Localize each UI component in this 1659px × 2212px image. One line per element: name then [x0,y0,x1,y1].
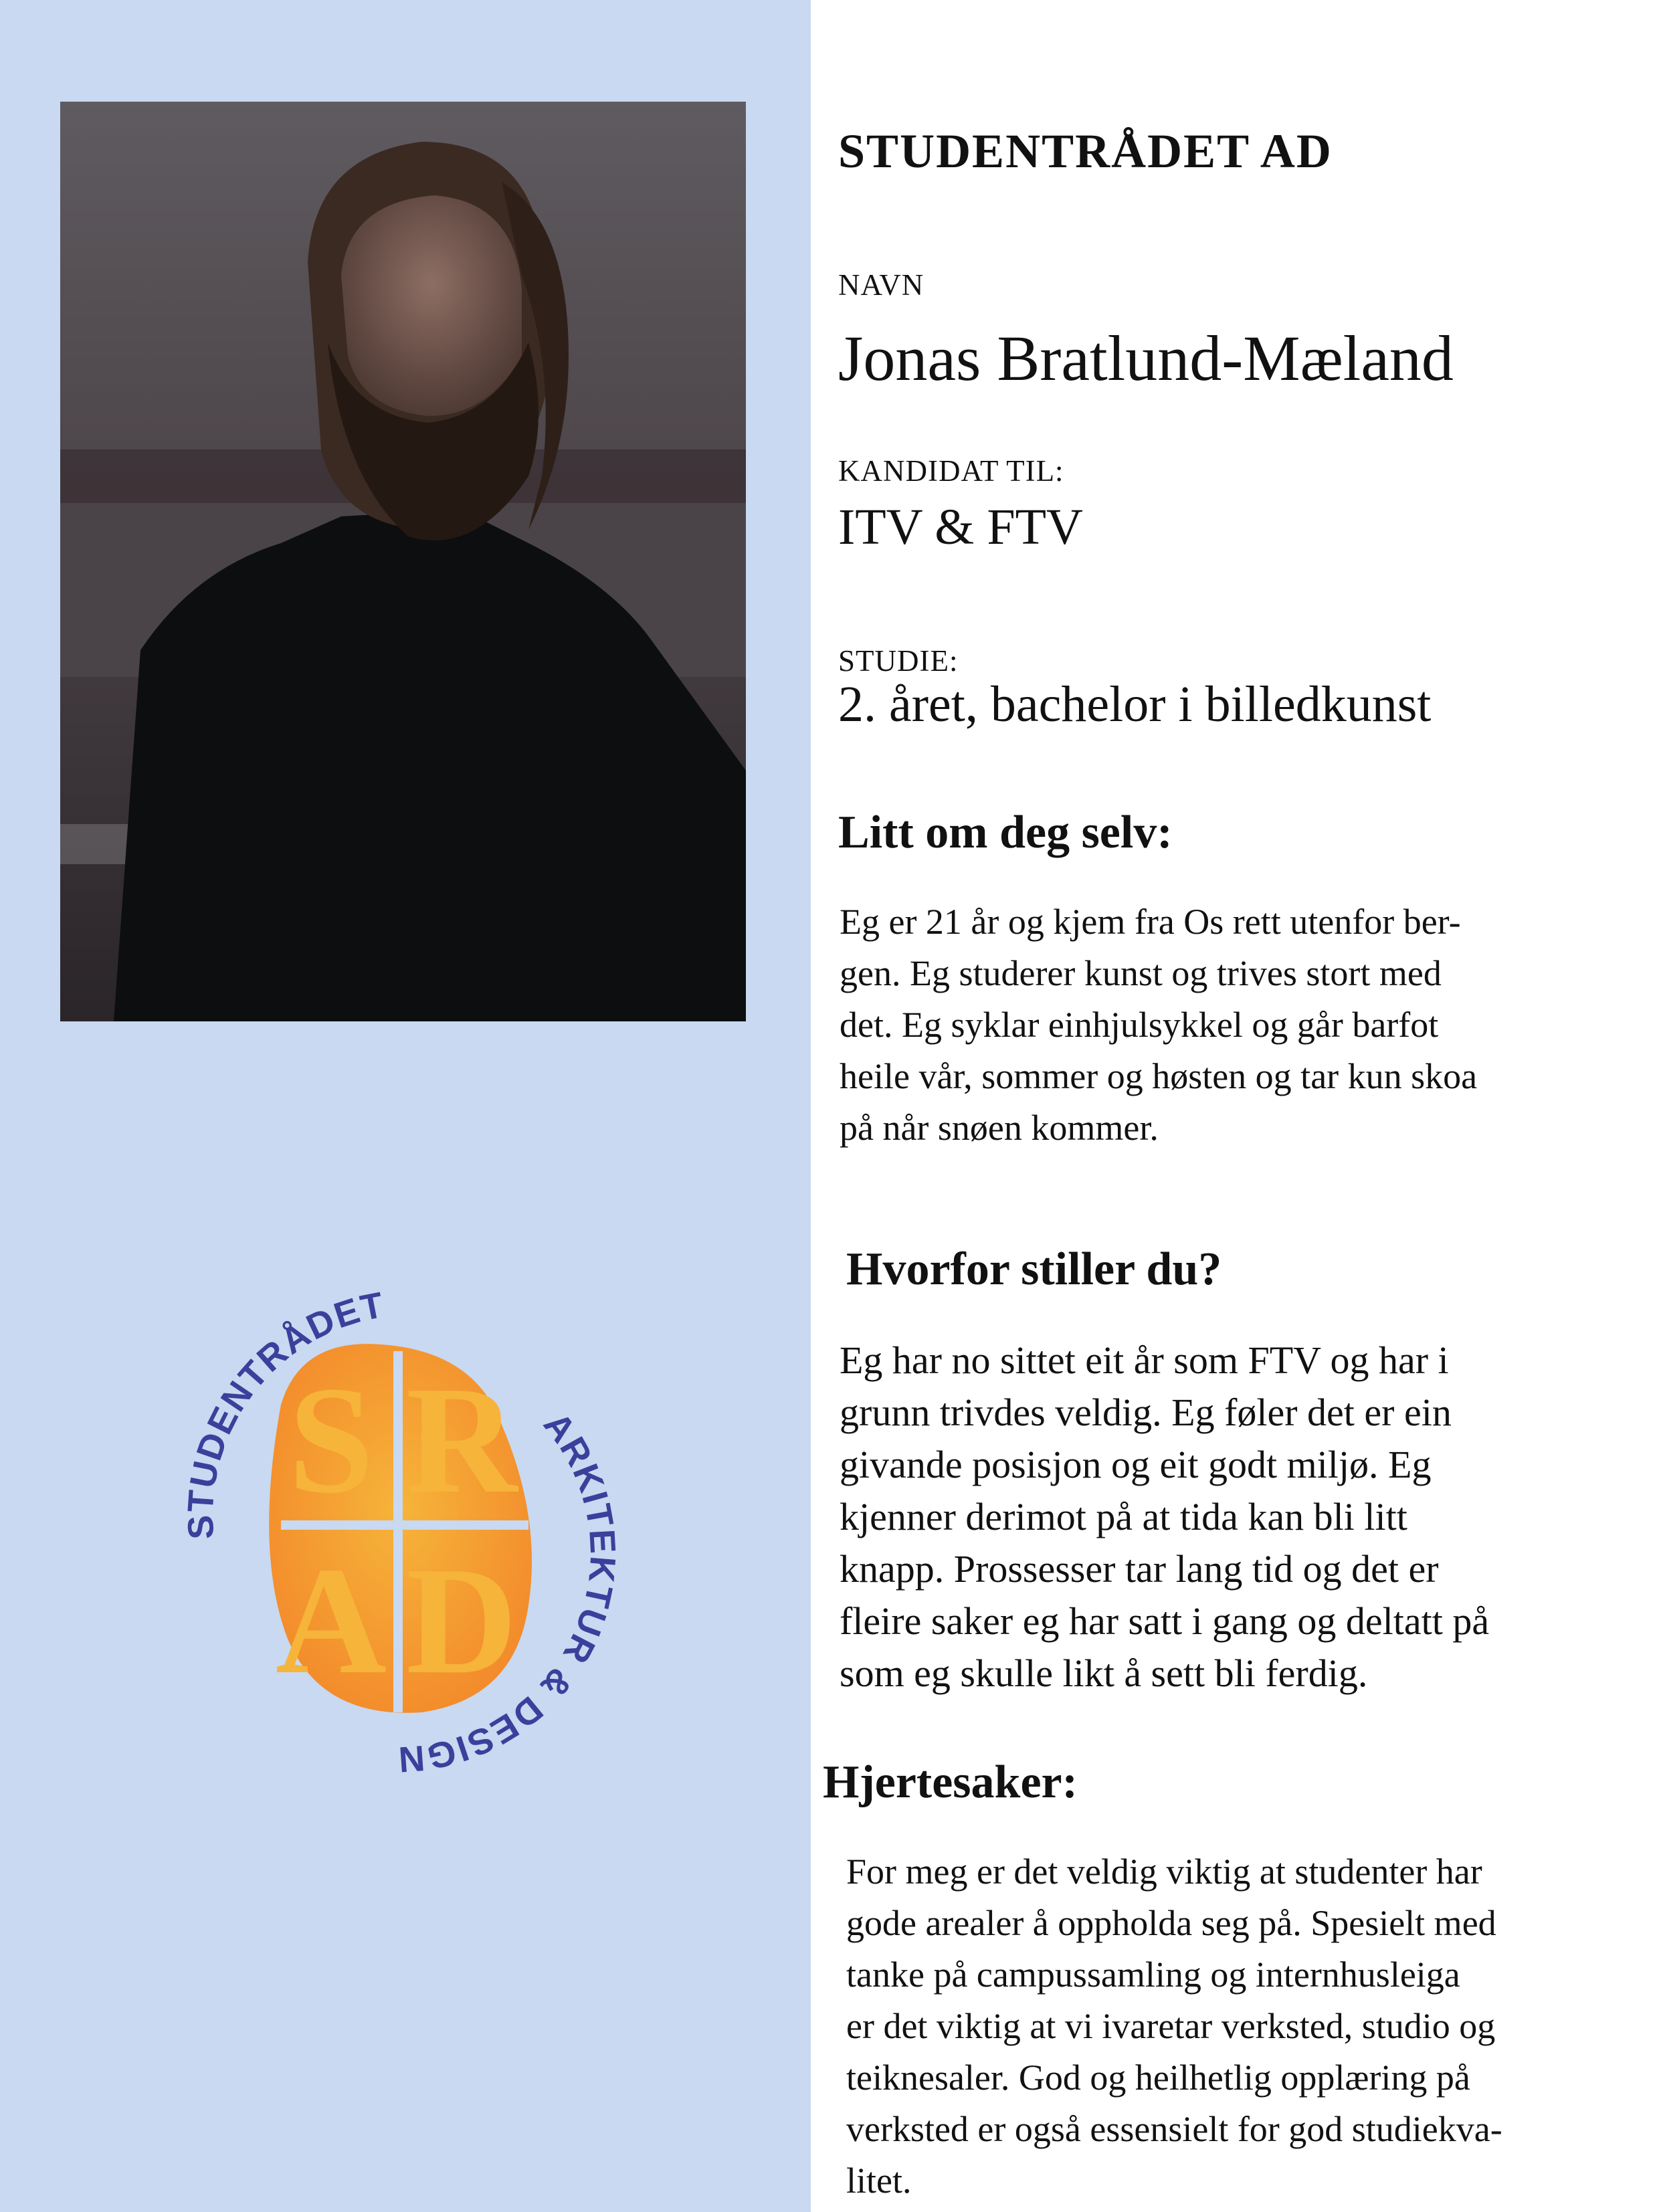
logo-top-text: STUDENTRÅDET [180,1284,388,1540]
heart-text: For meg er det veldig viktig at studenter har gode arealer å oppholda seg på. Spesielt med tanke på campussamling og internhusleiga er det viktig at vi ivaretar verksted, studio og teiknesaler. God og heilhetlig opplæring på verksted er også essensielt for god studiekva- litet. [846,1851,1502,2201]
why-heading: Hvorfor stiller du? [846,1243,1222,1295]
candidate-name: Jonas Bratlund-Mæland [838,322,1454,394]
page-title: STUDENTRÅDET AD [838,124,1333,178]
name-label: NAVN [838,268,924,302]
logo-letter-d: D [405,1535,518,1706]
study-value: 2. året, bachelor i billedkunst [838,676,1432,732]
logo-bottom-text: ARKITEKTUR & DESIGN [395,1405,623,1780]
studentradet-logo [100,1204,702,1806]
why-text: Eg har no sittet eit år som FTV og har i grunn trivdes veldig. Eg føler det er ein givande posisjon og eit godt miljø. Eg kjenner derimot på at tida kan bli litt knapp. Prossesser tar lang tid og det er fleire saker eg har satt i gang og deltatt på som eg skulle likt å sett bli ferdig. [840,1338,1490,1695]
heart-heading: Hjertesaker: [823,1756,1078,1808]
logo-letter-s: S [288,1354,374,1525]
candidate-position: ITV & FTV [838,499,1083,555]
study-label: STUDIE: [838,644,959,678]
about-text: Eg er 21 år og kjem fra Os rett utenfor ber- gen. Eg studerer kunst og trives stort med det. Eg syklar einhjulsykkel og går barfot heile vår, sommer og høsten og tar kun skoa på når snøen kommer. [840,902,1478,1148]
logo-letter-a: A [275,1535,387,1706]
left-panel [0,0,811,2212]
candidate-label: KANDIDAT TIL: [838,454,1064,488]
about-heading: Litt om deg selv: [838,807,1173,858]
logo-letter-r: R [405,1354,518,1525]
candidate-portrait [60,102,746,1021]
